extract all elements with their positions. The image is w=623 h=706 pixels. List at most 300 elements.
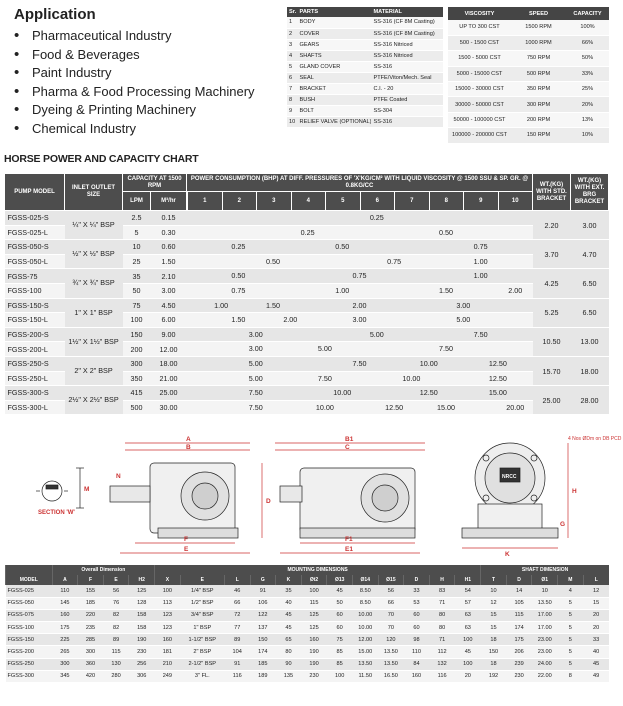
model-cell: FGSS-300	[6, 670, 53, 682]
table-row	[5, 356, 609, 371]
table-row	[287, 94, 443, 105]
lpm-cell: 150	[123, 327, 151, 342]
table-row	[448, 20, 609, 35]
table-row	[6, 646, 610, 658]
table-cell: 137	[250, 622, 276, 634]
hp-chart-title: HORSE POWER AND CAPACITY CHART	[4, 153, 199, 165]
viscosity-table	[448, 7, 609, 144]
table-cell: 10.00	[352, 622, 378, 634]
table-cell: 174	[250, 646, 276, 658]
table-cell: 1500 - 5000 CST	[448, 51, 511, 66]
lpm-cell: 500	[123, 400, 151, 415]
header-cell: Overall Dimension	[52, 565, 154, 575]
pressure-header: 4	[291, 192, 326, 210]
table-cell: 160	[301, 634, 327, 646]
table-cell: 45	[455, 646, 481, 658]
table-cell: 150	[250, 634, 276, 646]
table-cell: 160	[404, 670, 430, 682]
header-cell: F	[78, 575, 104, 585]
power-value: 5.00	[317, 344, 332, 354]
table-cell: 82	[103, 609, 129, 621]
dim-label-B1: B1	[345, 436, 354, 443]
size-cell: 2½" X 2½" BSP	[65, 386, 123, 415]
table-cell: 60	[404, 609, 430, 621]
header-cell: WT.(KG) WITH EXT. BRG BRACKET	[571, 174, 609, 211]
table-row	[6, 670, 610, 682]
power-cell	[187, 386, 533, 401]
weight-std-cell: 3.70	[533, 240, 571, 269]
power-cell	[187, 371, 533, 386]
power-value: 1.50	[231, 315, 246, 325]
pressure-header: 8	[429, 192, 464, 210]
parts-material-table	[287, 7, 443, 128]
table-cell: 500 - 1500 CST	[448, 35, 511, 50]
header-cell: VISCOSITY	[448, 7, 511, 20]
table-cell: 11.50	[352, 670, 378, 682]
table-row	[5, 327, 609, 342]
power-cell	[187, 400, 533, 415]
power-value: 0.25	[231, 242, 246, 252]
table-cell: 75	[327, 634, 353, 646]
table-cell: 10	[532, 585, 558, 597]
power-value: 2.00	[352, 300, 367, 310]
power-value: 3.00	[248, 329, 263, 339]
table-cell: 230	[129, 646, 155, 658]
table-row	[5, 269, 609, 284]
table-cell: 10	[481, 585, 507, 597]
power-cell	[187, 240, 533, 255]
table-cell: 22.00	[532, 670, 558, 682]
table-cell: 15	[481, 609, 507, 621]
table-cell: 13.50	[532, 597, 558, 609]
table-cell: 98	[404, 634, 430, 646]
table-cell: 23.00	[532, 646, 558, 658]
table-cell: 40	[583, 646, 609, 658]
power-value: 10.00	[402, 373, 421, 383]
power-value: 7.50	[317, 373, 332, 383]
table-cell: 3	[287, 39, 298, 50]
table-row	[6, 634, 610, 646]
dim-label-D: D	[266, 498, 271, 505]
viscosity-table-body	[448, 20, 609, 143]
power-value: 0.75	[473, 242, 488, 252]
table-cell: 4	[558, 585, 584, 597]
table-cell: 66	[224, 597, 250, 609]
weight-std-cell: 4.25	[533, 269, 571, 298]
application-item: • Paint Industry	[14, 64, 255, 83]
table-cell: 220	[78, 609, 104, 621]
pressure-header: 3	[256, 192, 291, 210]
model-cell: FGSS-100	[5, 283, 65, 298]
table-cell: 91	[224, 658, 250, 670]
table-cell: 84	[404, 658, 430, 670]
table-cell: 175	[52, 622, 78, 634]
lpm-cell: 100	[123, 313, 151, 328]
table-cell: 1	[287, 17, 298, 28]
table-cell: 100	[455, 658, 481, 670]
table-cell: 91	[250, 585, 276, 597]
table-cell: 60	[404, 622, 430, 634]
power-value: 2.00	[283, 315, 298, 325]
table-row	[287, 39, 443, 50]
power-value: 5.00	[456, 315, 471, 325]
table-cell: 45	[327, 585, 353, 597]
table-cell: 110	[52, 585, 78, 597]
table-cell: 1/4" BSP	[180, 585, 224, 597]
table-cell: 2" BSP	[180, 646, 224, 658]
m3hr-cell: 21.00	[151, 371, 187, 386]
lpm-cell: 200	[123, 342, 151, 357]
table-cell: 158	[129, 622, 155, 634]
table-cell: 50%	[566, 51, 609, 66]
table-cell: 5	[558, 634, 584, 646]
table-cell: 190	[301, 658, 327, 670]
application-item: • Chemical Industry	[14, 120, 255, 139]
table-cell: C.I. - 20	[371, 83, 443, 94]
lpm-cell: 35	[123, 269, 151, 284]
table-cell: 1" BSP	[180, 622, 224, 634]
table-cell: 360	[78, 658, 104, 670]
table-cell: 20%	[566, 97, 609, 112]
table-cell: BODY	[298, 17, 372, 28]
model-cell: FGSS-050	[6, 597, 53, 609]
model-cell: FGSS-250-S	[5, 356, 65, 371]
power-cell	[187, 211, 533, 226]
table-row	[448, 35, 609, 50]
table-cell: 300	[52, 658, 78, 670]
table-cell: 230	[301, 670, 327, 682]
model-cell: FGSS-075	[6, 609, 53, 621]
table-cell: 113	[155, 597, 181, 609]
table-cell: 15	[583, 597, 609, 609]
table-cell: 56	[103, 585, 129, 597]
table-cell: 24.00	[532, 658, 558, 670]
table-cell: 45	[276, 622, 302, 634]
power-value: 10.00	[333, 388, 352, 398]
table-cell: 100	[327, 670, 353, 682]
table-cell: 89	[224, 634, 250, 646]
table-cell: 10	[287, 116, 298, 127]
dim-label-M: M	[84, 486, 90, 493]
table-cell: 80	[429, 622, 455, 634]
table-cell: 306	[129, 670, 155, 682]
table-cell: 23.00	[532, 634, 558, 646]
dim-label-K: K	[505, 551, 510, 558]
weight-ext-cell: 28.00	[571, 386, 609, 415]
power-value: 12.50	[488, 358, 507, 368]
section-label: SECTION 'W'	[38, 510, 75, 516]
power-cell	[187, 313, 533, 328]
table-row	[6, 658, 610, 670]
table-cell: 83	[429, 585, 455, 597]
model-cell: FGSS-025-S	[5, 211, 65, 226]
table-cell: 174	[506, 622, 532, 634]
power-value: 0.50	[335, 242, 350, 252]
weight-ext-cell: 3.00	[571, 211, 609, 240]
m3hr-cell: 0.15	[151, 211, 187, 226]
table-cell: 13.50	[352, 658, 378, 670]
table-header-row	[6, 565, 610, 575]
table-cell: 12	[481, 597, 507, 609]
weight-ext-cell: 18.00	[571, 356, 609, 385]
application-item: • Dyeing & Printing Machinery	[14, 101, 255, 120]
model-cell: FGSS-150-L	[5, 313, 65, 328]
table-cell: 49	[583, 670, 609, 682]
table-row	[448, 51, 609, 66]
table-cell: 125	[301, 609, 327, 621]
table-row	[287, 105, 443, 116]
table-row	[6, 597, 610, 609]
table-row	[6, 622, 610, 634]
table-cell: SEAL	[298, 72, 372, 83]
table-cell: 115	[506, 609, 532, 621]
power-value: 10.00	[419, 358, 438, 368]
table-row	[6, 609, 610, 621]
table-cell: 85	[327, 646, 353, 658]
dim-label-G: G	[560, 521, 566, 528]
size-cell: 2" X 2" BSP	[65, 356, 123, 385]
table-cell: 56	[378, 585, 404, 597]
power-value: 15.00	[437, 402, 456, 412]
weight-std-cell: 2.20	[533, 211, 571, 240]
table-cell: 5	[558, 622, 584, 634]
table-cell: 50000 - 100000 CST	[448, 112, 511, 127]
power-value: 5.00	[369, 329, 384, 339]
table-cell: 125	[129, 585, 155, 597]
table-cell: 80	[276, 646, 302, 658]
table-cell: 33	[583, 634, 609, 646]
table-cell: 123	[155, 622, 181, 634]
table-cell: 181	[155, 646, 181, 658]
model-cell: FGSS-200-S	[5, 327, 65, 342]
table-cell: 6	[287, 72, 298, 83]
power-value: 20.00	[506, 402, 525, 412]
table-cell: 70	[378, 622, 404, 634]
power-value: 0.75	[231, 285, 246, 295]
table-cell: COVER	[298, 28, 372, 39]
header-cell: MODEL	[6, 575, 53, 585]
power-value: 3.00	[456, 300, 471, 310]
weight-ext-cell: 6.50	[571, 269, 609, 298]
table-cell: 85	[327, 658, 353, 670]
header-cell: LPM	[123, 192, 151, 211]
size-cell: 1" X 1" BSP	[65, 298, 123, 327]
table-cell: 18	[481, 634, 507, 646]
table-cell: SHAFTS	[298, 50, 372, 61]
lpm-cell: 50	[123, 283, 151, 298]
power-cell	[187, 298, 533, 313]
table-cell: 60	[327, 609, 353, 621]
table-cell: 2	[287, 28, 298, 39]
model-cell: FGSS-025-L	[5, 225, 65, 240]
pressure-header: 1	[187, 192, 222, 210]
table-cell: 8.50	[352, 597, 378, 609]
table-cell: BUSH	[298, 94, 372, 105]
header-cell: Sr.	[289, 9, 297, 15]
weight-std-cell: 15.70	[533, 356, 571, 385]
header-cell: H	[429, 575, 455, 585]
table-cell: 16.50	[378, 670, 404, 682]
table-cell: 5	[558, 609, 584, 621]
pressure-scale	[187, 192, 532, 210]
power-cell	[187, 283, 533, 298]
power-cell	[187, 356, 533, 371]
table-cell: 100	[301, 585, 327, 597]
dim-label-E1: E1	[345, 546, 353, 553]
table-row	[5, 211, 609, 226]
table-cell: SS-316 Nitriced	[371, 39, 443, 50]
power-value: 0.50	[266, 256, 281, 266]
lpm-cell: 415	[123, 386, 151, 401]
power-value: 7.50	[248, 402, 263, 412]
header-cell: L	[224, 575, 250, 585]
m3hr-cell: 0.60	[151, 240, 187, 255]
table-cell: 5	[558, 658, 584, 670]
header-cell: L	[583, 575, 609, 585]
table-cell: 750 RPM	[511, 51, 566, 66]
table-cell: 280	[103, 670, 129, 682]
header-cell: SHAFT DIMENSION	[481, 565, 609, 575]
table-cell: BOLT	[298, 105, 372, 116]
table-cell: 40	[276, 597, 302, 609]
application-item: • Pharma & Food Processing Machinery	[14, 83, 255, 102]
table-cell: 65	[276, 634, 302, 646]
table-cell: UP TO 300 CST	[448, 20, 511, 35]
table-cell: 15.00	[352, 646, 378, 658]
weight-std-cell: 10.50	[533, 327, 571, 356]
table-cell: 345	[52, 670, 78, 682]
dim-label-E: E	[184, 546, 189, 553]
table-cell: 71	[429, 597, 455, 609]
table-cell: 192	[481, 670, 507, 682]
size-cell: ¼" X ¼" BSP	[65, 211, 123, 240]
table-cell: SS-316 (CF 8M Casting)	[371, 28, 443, 39]
power-value: 5.00	[248, 358, 263, 368]
table-cell: 3" FL.	[180, 670, 224, 682]
table-cell: 66%	[566, 35, 609, 50]
size-cell: 1½" X 1½" BSP	[65, 327, 123, 356]
table-cell: 185	[250, 658, 276, 670]
m3hr-cell: 1.50	[151, 254, 187, 269]
power-value: 0.25	[369, 213, 384, 222]
model-cell: FGSS-150-S	[5, 298, 65, 313]
pressure-header: 7	[394, 192, 429, 210]
table-cell: 90	[276, 658, 302, 670]
table-cell: 112	[429, 646, 455, 658]
table-cell: 106	[250, 597, 276, 609]
table-cell: 130	[103, 658, 129, 670]
parts-table-body	[287, 17, 443, 127]
table-cell: SS-316	[371, 61, 443, 72]
table-cell: 9	[287, 105, 298, 116]
dim-label-F: F	[184, 536, 188, 543]
table-cell: 54	[455, 585, 481, 597]
header-cell: H1	[455, 575, 481, 585]
table-cell: 13%	[566, 112, 609, 127]
header-cell: M	[558, 575, 584, 585]
table-cell: 46	[224, 585, 250, 597]
lpm-cell: 5	[123, 225, 151, 240]
table-cell: 239	[506, 658, 532, 670]
header-cell: Ø15	[378, 575, 404, 585]
header-cell: CAPACITY AT 1500 RPM	[123, 174, 187, 192]
table-cell: 420	[78, 670, 104, 682]
power-value: 1.00	[214, 300, 229, 310]
table-row	[287, 116, 443, 127]
header-cell: H2	[129, 575, 155, 585]
header-cell: D	[404, 575, 430, 585]
table-cell: 77	[224, 622, 250, 634]
table-row	[287, 83, 443, 94]
table-cell: 5000 - 15000 CST	[448, 66, 511, 81]
table-cell: SS-316	[371, 116, 443, 127]
table-row	[5, 298, 609, 313]
table-cell: 300	[78, 646, 104, 658]
table-cell: 5	[287, 61, 298, 72]
table-cell: 8	[558, 670, 584, 682]
table-row	[287, 61, 443, 72]
table-cell: 33%	[566, 66, 609, 81]
header-cell: PUMP MODEL	[5, 174, 65, 211]
table-cell: 104	[224, 646, 250, 658]
table-cell: 30000 - 50000 CST	[448, 97, 511, 112]
table-cell: 80	[429, 609, 455, 621]
table-cell: 125	[301, 622, 327, 634]
table-cell: 10%	[566, 128, 609, 143]
m3hr-cell: 30.00	[151, 400, 187, 415]
model-cell: FGSS-200-L	[5, 342, 65, 357]
power-value: 15.00	[488, 388, 507, 398]
table-cell: SS-304	[371, 105, 443, 116]
header-cell: Ø14	[352, 575, 378, 585]
table-cell: 45	[276, 609, 302, 621]
power-value: 2.00	[508, 285, 523, 295]
application-title: Application	[14, 6, 96, 23]
table-cell: 20	[583, 609, 609, 621]
table-cell: 63	[455, 622, 481, 634]
table-cell: 8	[287, 94, 298, 105]
power-value: 12.50	[488, 373, 507, 383]
application-list	[14, 27, 255, 138]
table-cell: 115	[301, 597, 327, 609]
table-cell: 3/4" BSP	[180, 609, 224, 621]
table-cell: 200 RPM	[511, 112, 566, 127]
power-value: 12.50	[419, 388, 438, 398]
table-row	[287, 17, 443, 28]
table-cell: 5	[558, 597, 584, 609]
lpm-cell: 25	[123, 254, 151, 269]
table-cell: SS-316 Nitriced	[371, 50, 443, 61]
pump-dimension-drawings	[0, 428, 623, 558]
table-cell: 72	[224, 609, 250, 621]
lpm-cell: 2.5	[123, 211, 151, 226]
pump-front-view	[462, 443, 568, 548]
power-value: 7.50	[352, 358, 367, 368]
table-cell: 110	[404, 646, 430, 658]
table-cell: 53	[404, 597, 430, 609]
table-cell: 13.50	[378, 646, 404, 658]
table-cell: 175	[506, 634, 532, 646]
table-cell: 1-1/2" BSP	[180, 634, 224, 646]
table-cell: 185	[78, 597, 104, 609]
table-cell: 190	[301, 646, 327, 658]
table-row	[448, 112, 609, 127]
header-cell: WT.(KG) WITH STD. BRACKET	[533, 174, 571, 211]
table-cell: 300 RPM	[511, 97, 566, 112]
table-cell: 206	[506, 646, 532, 658]
pressure-header: 9	[463, 192, 498, 210]
weight-std-cell: 5.25	[533, 298, 571, 327]
